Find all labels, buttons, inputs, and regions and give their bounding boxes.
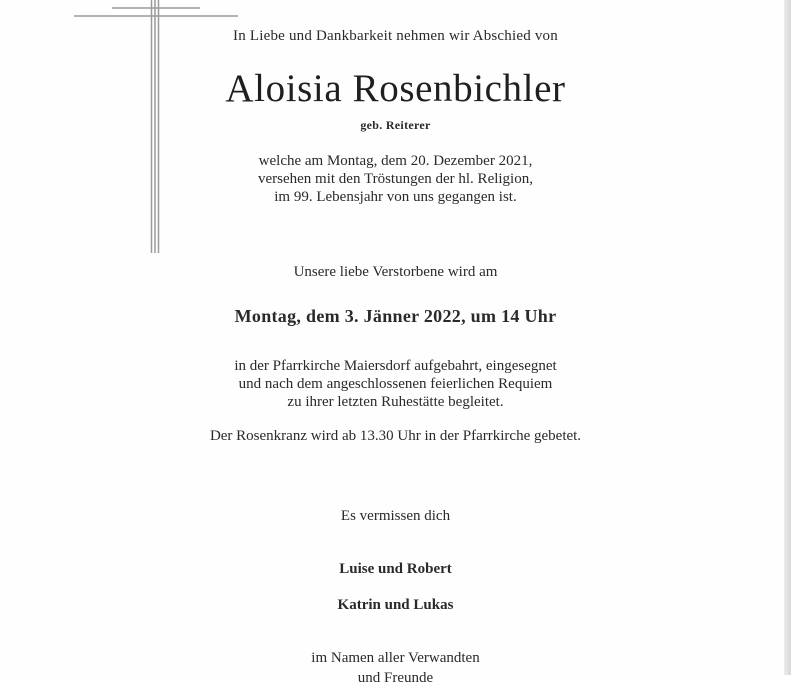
funeral-line-1: in der Pfarrkirche Maiersdorf aufgebahrt, eingesegnet xyxy=(234,358,557,374)
rosary-text: Der Rosenkranz wird ab 13.30 Uhr in der Pfarrkirche gebetet. xyxy=(209,428,582,444)
mourner-2: Katrin und Lukas xyxy=(337,597,454,613)
closing-text-cut: und Freunde xyxy=(357,670,434,686)
mourner-1: Luise und Robert xyxy=(339,561,452,577)
deceased-name-text: Aloisia Rosenbichler xyxy=(225,67,566,110)
funeral-line-2: und nach dem angeschlossenen feierlichen Requiem xyxy=(238,376,553,392)
maiden-name: geb. Reiterer xyxy=(360,118,431,132)
intro-text: In Liebe und Dankbarkeit nehmen wir Abschied von xyxy=(233,28,558,44)
page-edge-shadow xyxy=(784,0,791,675)
funeral-lead: Unsere liebe Verstorbene wird am xyxy=(293,264,498,280)
death-line-2: versehen mit den Tröstungen der hl. Religion, xyxy=(258,171,533,187)
death-line-1: welche am Montag, dem 20. Dezember 2021, xyxy=(258,153,533,169)
funeral-line-3: zu ihrer letzten Ruhestätte begleitet. xyxy=(287,394,504,410)
mourners-intro: Es vermissen dich xyxy=(340,508,451,524)
death-line-3: im 99. Lebensjahr von uns gegangen ist. xyxy=(274,189,517,205)
funeral-date: Montag, dem 3. Jänner 2022, um 14 Uhr xyxy=(234,306,557,326)
closing-text: im Namen aller Verwandten xyxy=(311,650,480,666)
deceased-name xyxy=(0,66,791,111)
